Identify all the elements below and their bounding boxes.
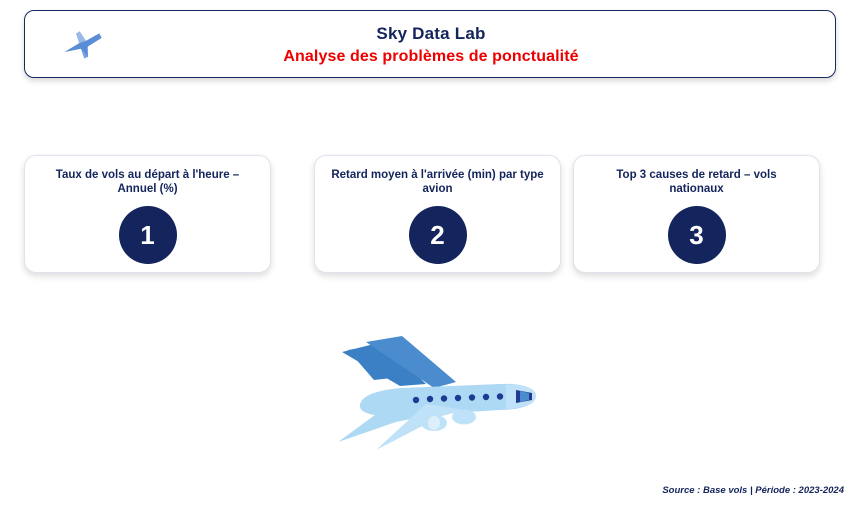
kpi-card-2-number: 2 (409, 206, 467, 264)
kpi-card-row (24, 155, 836, 273)
footer-source-note: Source : Base vols | Période : 2023-2024 (662, 485, 844, 496)
kpi-card-1-number: 1 (119, 206, 177, 264)
header-text-block (25, 11, 837, 79)
airplane-illustration (330, 330, 560, 455)
kpi-card-1[interactable] (24, 155, 271, 273)
page-title: Sky Data Lab (376, 24, 486, 43)
kpi-card-2-label: Retard moyen à l'arrivée (min) par type avion (331, 169, 544, 196)
kpi-card-1-label: Taux de vols au départ à l'heure – Annuel (%) (55, 169, 240, 196)
kpi-card-3-number: 3 (668, 206, 726, 264)
kpi-card-3[interactable] (573, 155, 820, 273)
page-subtitle: Analyse des problèmes de ponctualité (283, 48, 579, 65)
header-banner (24, 10, 836, 78)
kpi-card-3-label: Top 3 causes de retard – vols nationaux (616, 169, 777, 196)
kpi-card-2[interactable] (314, 155, 561, 273)
